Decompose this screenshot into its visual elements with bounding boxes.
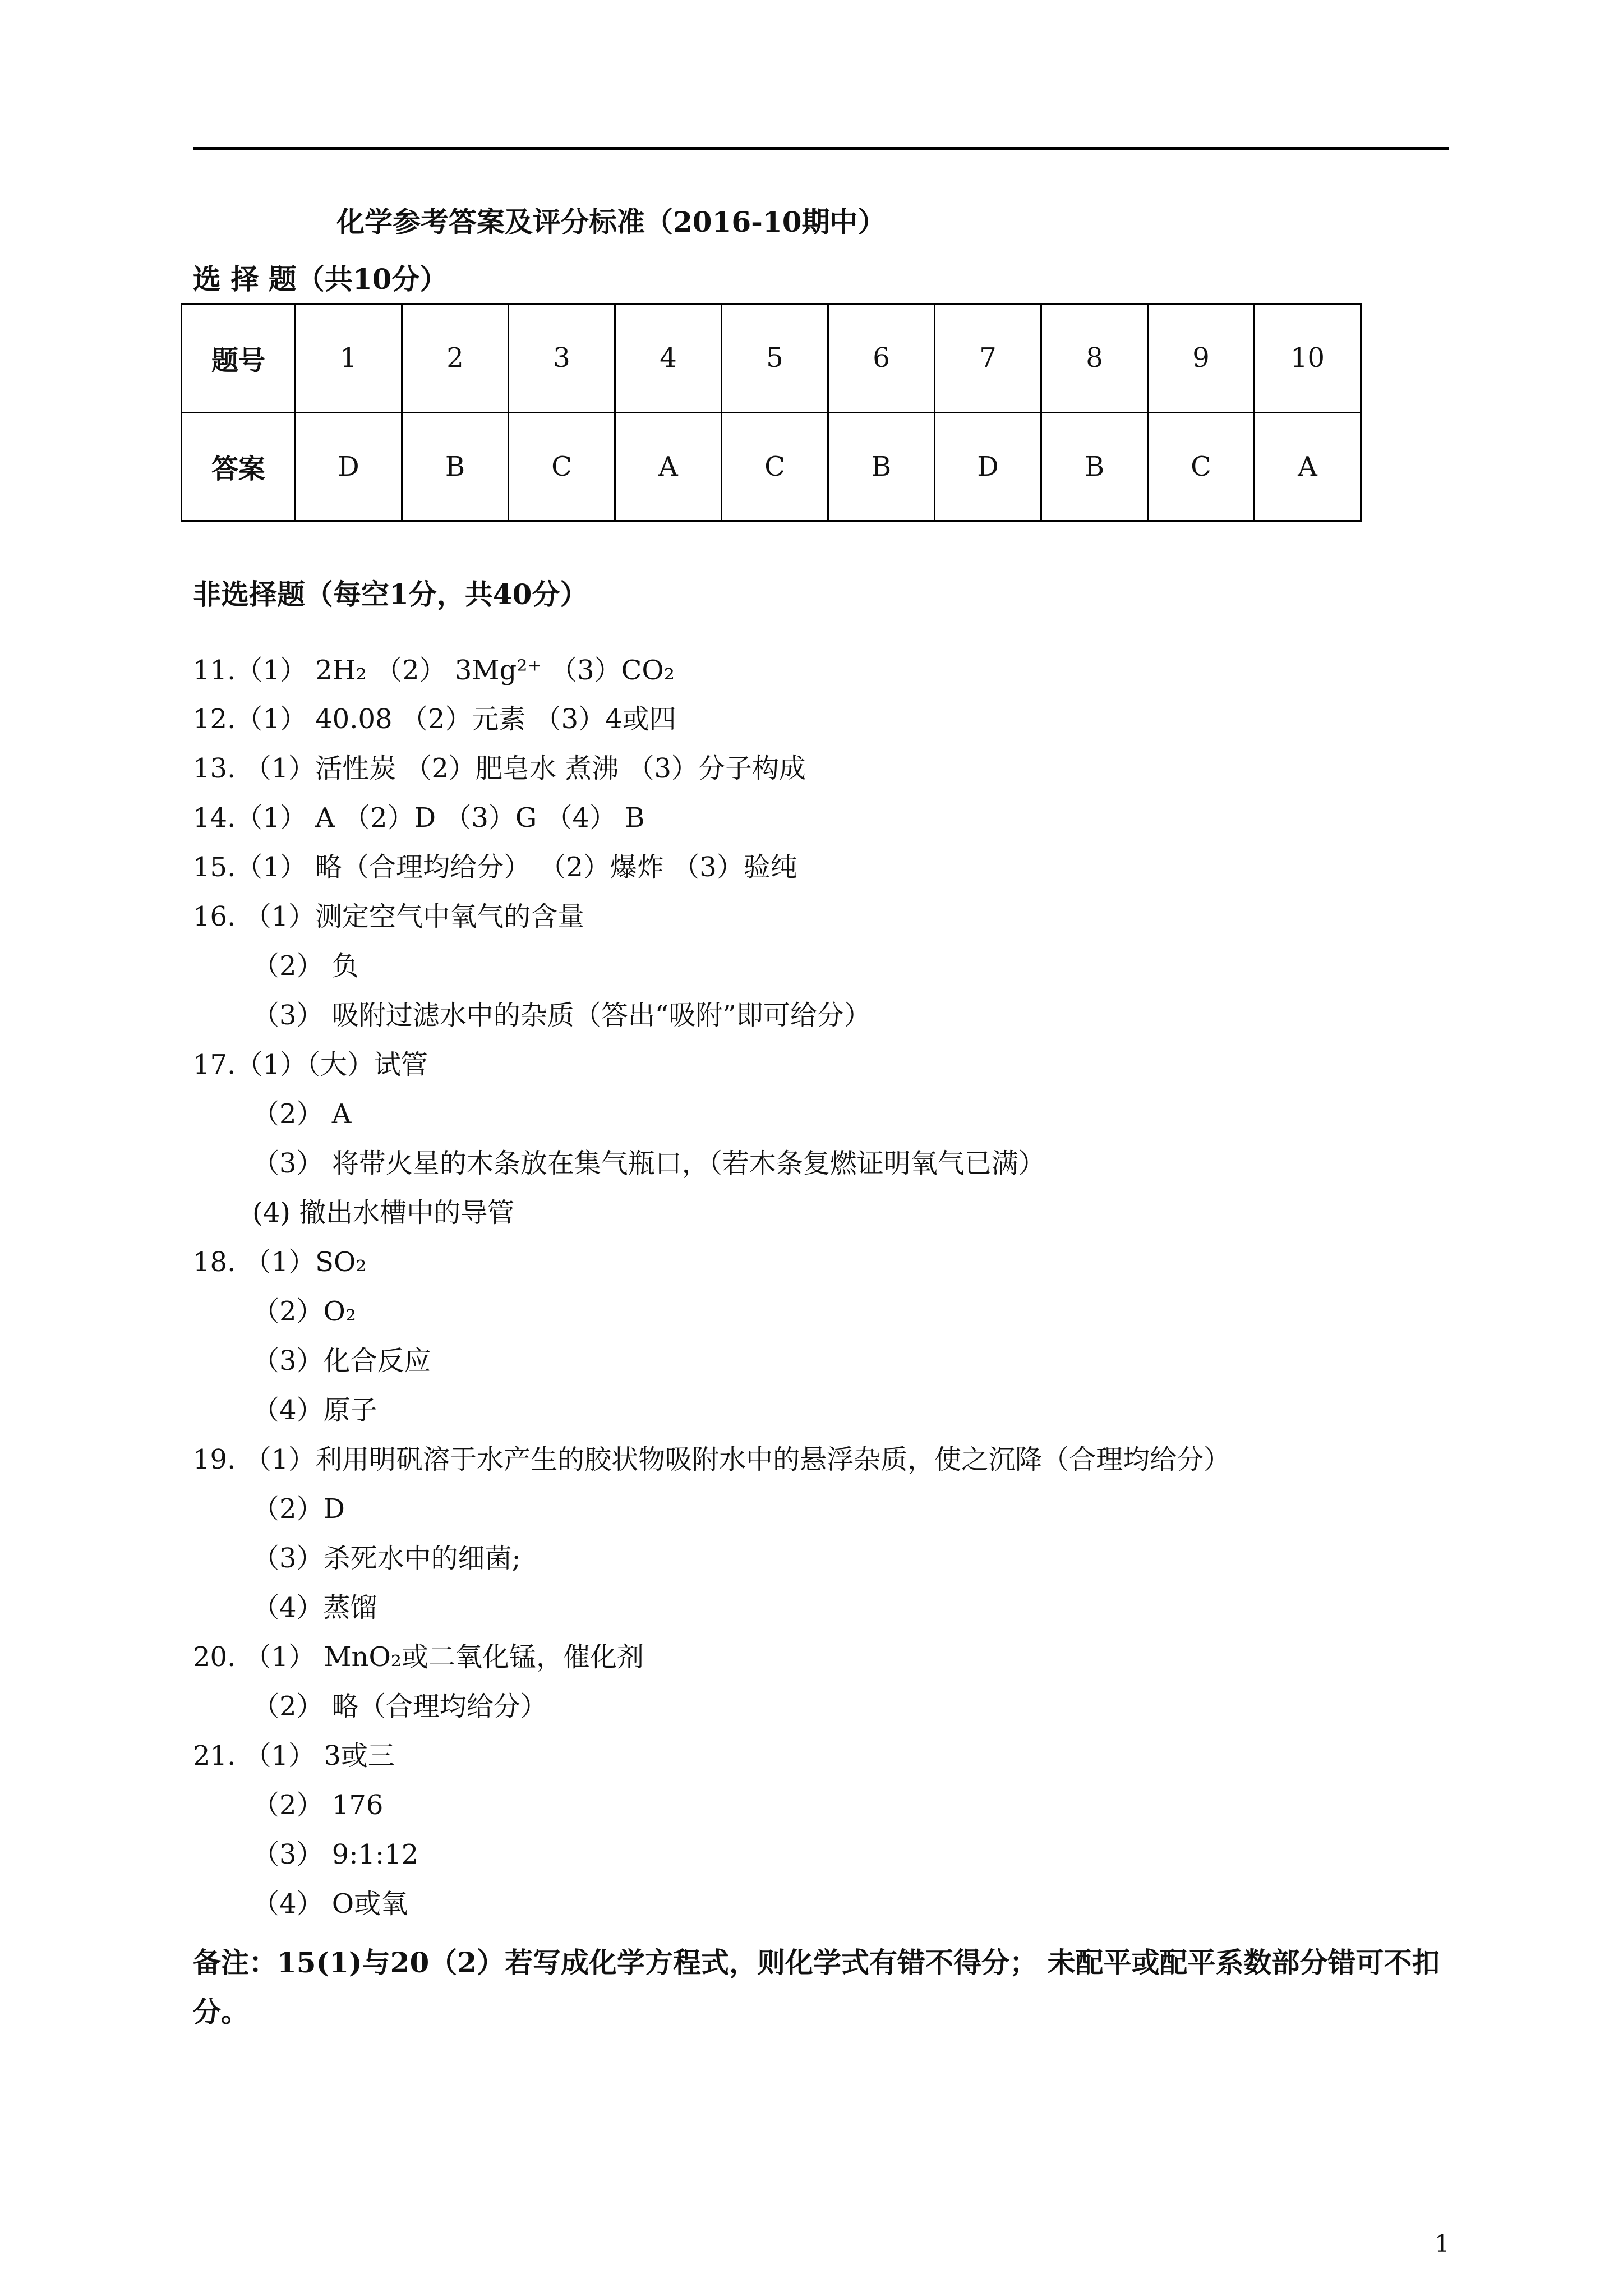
answer-line-21-3: （3） 9:1:12 [252,1839,419,1870]
table-cell: 9 [1148,304,1255,413]
answer-line-18: 18. （1）SO₂ [193,1246,367,1278]
table-cell: D [296,412,402,521]
answer-line-19-2: （2）D [252,1493,345,1525]
answer-line-19-4: （4）蒸馏 [252,1592,377,1623]
answer-line-18-4: （4）原子 [252,1395,377,1426]
answer-line-17-2: （2） A [252,1098,352,1130]
table-cell: 7 [935,304,1041,413]
answer-line-14: 14.（1） A （2）D （3）G （4） B [193,802,645,834]
table-cell: 2 [402,304,509,413]
table-cell: 6 [828,304,935,413]
answer-line-21-4: （4） O或氧 [252,1888,408,1920]
nonchoice-section-heading: 非选择题（每空1分，共40分） [193,578,588,611]
answer-line-19: 19. （1）利用明矾溶于水产生的胶状物吸附水中的悬浮杂质，使之沉降（合理均给分） [193,1444,1231,1475]
page-title: 化学参考答案及评分标准（2016-10期中） [336,205,886,238]
answer-line-15: 15.（1） 略（合理均给分） （2）爆炸 （3）验纯 [193,852,797,883]
table-cell: B [1041,412,1148,521]
answer-line-18-2: （2）O₂ [252,1296,357,1327]
answer-line-13: 13. （1）活性炭 （2）肥皂水 煮沸 （3）分子构成 [193,753,806,784]
choice-section-heading: 选 择 题（共10分） [193,263,448,296]
table-cell: B [402,412,509,521]
answer-line-21: 21. （1） 3或三 [193,1740,395,1772]
table-cell: 3 [509,304,615,413]
answer-line-17-3: （3） 将带火星的木条放在集气瓶口，（若木条复燃证明氧气已满） [252,1148,1045,1179]
table-cell: 4 [615,304,722,413]
table-cell: 8 [1041,304,1148,413]
table-cell: C [509,412,615,521]
table-header-answer: 答案 [182,412,296,521]
answer-line-16: 16. （1）测定空气中氧气的含量 [193,901,585,932]
table-cell: A [615,412,722,521]
top-rule [193,147,1449,150]
table-cell: A [1255,412,1361,521]
answer-line-20-2: （2） 略（合理均给分） [252,1691,547,1722]
answer-table [181,303,1362,522]
table-cell: 5 [722,304,828,413]
answer-line-11: 11.（1） 2H₂ （2） 3Mg²⁺ （3）CO₂ [193,655,675,686]
answer-line-16-2: （2） 负 [252,950,359,982]
table-cell: 1 [296,304,402,413]
table-cell: C [1148,412,1255,521]
table-row-answers [182,412,1361,521]
table-row-numbers [182,304,1361,413]
answer-line-12: 12.（1） 40.08 （2）元素 （3）4或四 [193,703,676,735]
answer-line-18-3: （3）化合反应 [252,1345,431,1377]
answer-line-17-4: (4) 撤出水槽中的导管 [252,1197,515,1228]
table-cell: 10 [1255,304,1361,413]
table-cell: D [935,412,1041,521]
answer-line-17: 17.（1）（大）试管 [193,1049,428,1080]
table-header-number: 题号 [182,304,296,413]
answer-line-20: 20. （1） MnO₂或二氧化锰，催化剂 [193,1641,644,1673]
page-number: 1 [1435,2230,1450,2257]
answer-line-19-3: （3）杀死水中的细菌; [252,1543,521,1574]
table-cell: B [828,412,935,521]
remark-note: 备注：15(1)与20（2）若写成化学方程式，则化学式有错不得分； 未配平或配平系数部分错可不扣分。 [193,1946,1440,2028]
table-cell: C [722,412,828,521]
answer-line-16-3: （3） 吸附过滤水中的杂质（答出“吸附”即可给分） [252,1000,871,1031]
answer-line-21-2: （2） 176 [252,1789,384,1821]
